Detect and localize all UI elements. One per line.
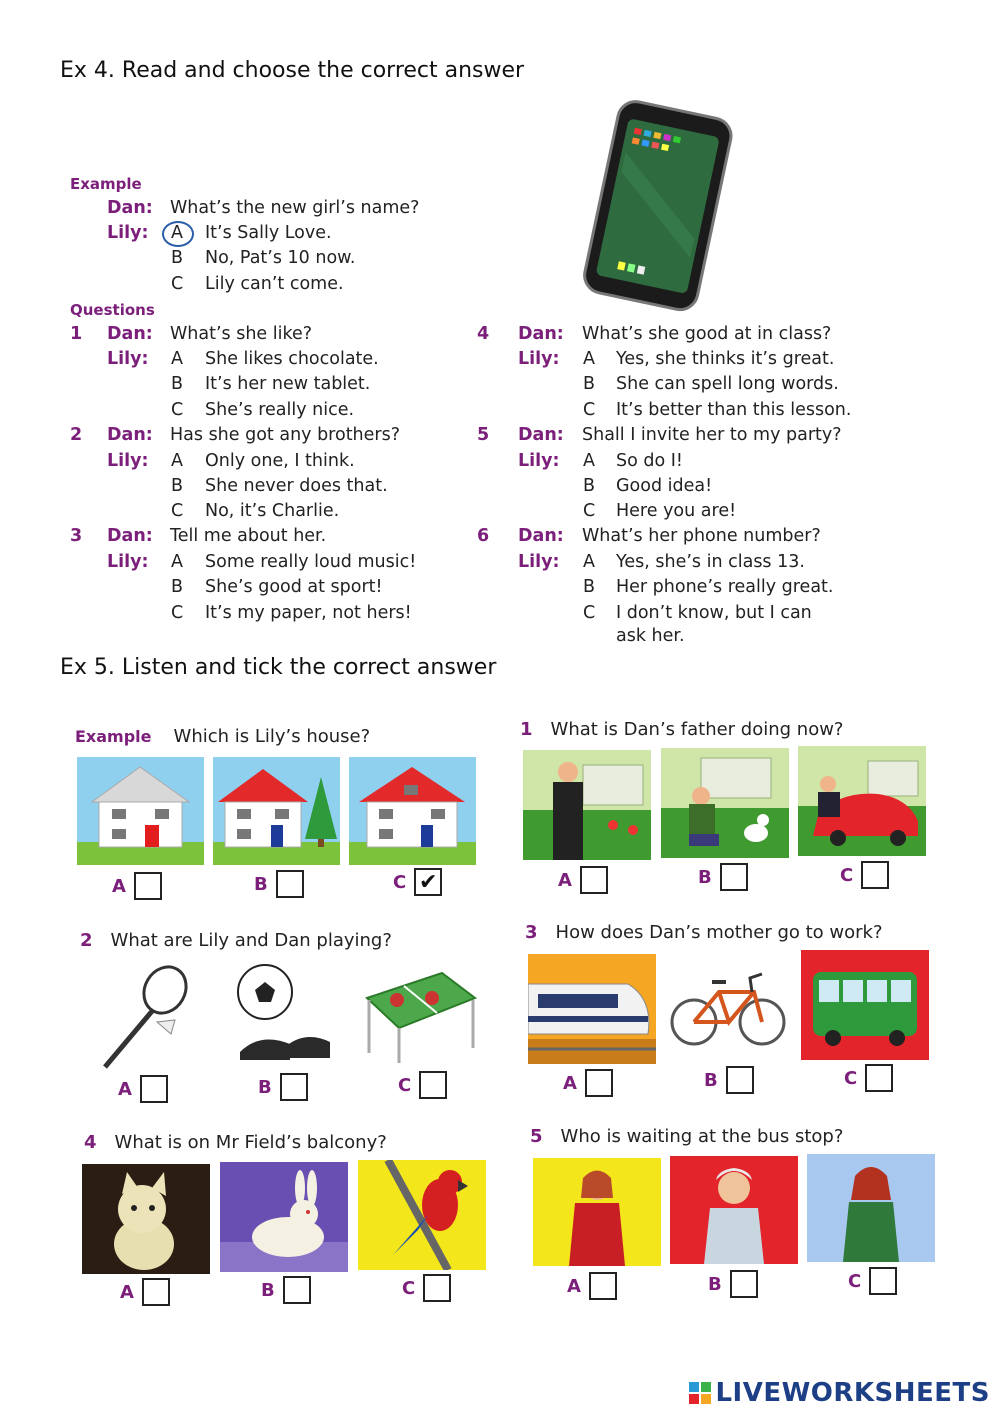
- example-lily-label: Lily:: [107, 223, 149, 243]
- option-letter[interactable]: C: [171, 501, 184, 521]
- tick-box[interactable]: [423, 1274, 451, 1302]
- lily-label: Lily:: [107, 552, 149, 572]
- option-letter[interactable]: A: [583, 349, 595, 369]
- ex5-question-1: [520, 719, 844, 740]
- ex5-q1-option-a[interactable]: [558, 866, 608, 894]
- father-dog-image[interactable]: [661, 748, 789, 858]
- ex5-question-5: [530, 1126, 843, 1147]
- question-text: What’s she like?: [170, 324, 313, 344]
- question-text: What’s she good at in class?: [582, 324, 832, 344]
- exercise-5-title: Ex 5. Listen and tick the correct answer: [60, 655, 497, 680]
- dan-label: Dan:: [107, 324, 153, 344]
- question-text: How does Dan’s mother go to work?: [555, 922, 883, 943]
- option-text[interactable]: She likes chocolate.: [205, 349, 379, 369]
- badminton-racket-image[interactable]: [95, 962, 195, 1074]
- option-text[interactable]: Yes, she’s in class 13.: [616, 552, 805, 572]
- house-a-image[interactable]: [77, 757, 204, 865]
- question-number: 3: [525, 922, 538, 943]
- option-text[interactable]: Yes, she thinks it’s great.: [616, 349, 835, 369]
- ex5-q2-option-c[interactable]: [398, 1071, 447, 1099]
- option-letter: C: [840, 864, 854, 886]
- option-text[interactable]: Good idea!: [616, 476, 713, 496]
- option-letter: B: [704, 1069, 718, 1091]
- dan-label: Dan:: [518, 425, 564, 445]
- option-letter: C: [393, 871, 407, 893]
- question-number: 4: [84, 1132, 97, 1153]
- example-option-text: No, Pat’s 10 now.: [205, 248, 356, 268]
- parrot-image[interactable]: [358, 1160, 486, 1270]
- option-text[interactable]: Her phone’s really great.: [616, 577, 834, 597]
- option-letter[interactable]: B: [583, 577, 596, 597]
- tick-box[interactable]: [419, 1071, 447, 1099]
- house-c-image[interactable]: [349, 757, 476, 865]
- ex5-question-2: [80, 930, 392, 951]
- question-number: 1: [520, 719, 533, 740]
- example-label: Example: [70, 175, 142, 193]
- question-number: 1: [70, 324, 83, 344]
- question-text: What is Dan’s father doing now?: [550, 719, 844, 740]
- option-letter: B: [254, 873, 268, 895]
- dan-label: Dan:: [107, 425, 153, 445]
- option-letter: B: [698, 866, 712, 888]
- tick-mark-icon: ✔: [419, 869, 438, 895]
- kitten-image[interactable]: [82, 1164, 210, 1274]
- question-number: 5: [530, 1126, 543, 1147]
- dan-label: Dan:: [518, 324, 564, 344]
- elderly-woman-image[interactable]: [670, 1156, 798, 1264]
- dan-label: Dan:: [107, 526, 153, 546]
- option-letter[interactable]: A: [583, 552, 595, 572]
- lily-label: Lily:: [518, 349, 560, 369]
- ex5-q4-option-c[interactable]: [402, 1274, 451, 1302]
- question-number: 2: [80, 930, 93, 951]
- ex5-q4-option-a[interactable]: [120, 1278, 170, 1306]
- dan-label: Dan:: [518, 526, 564, 546]
- question-text: What is on Mr Field’s balcony?: [114, 1132, 387, 1153]
- tick-box[interactable]: [280, 1073, 308, 1101]
- question-number: 4: [477, 324, 490, 344]
- option-letter: A: [563, 1072, 577, 1094]
- option-letter[interactable]: B: [171, 476, 184, 496]
- option-text-continuation[interactable]: ask her.: [616, 626, 685, 646]
- ex5-example-option-a[interactable]: [112, 872, 162, 900]
- tick-box[interactable]: [585, 1069, 613, 1097]
- option-letter[interactable]: B: [583, 374, 596, 394]
- ex5-example-label: Example: [75, 727, 152, 746]
- option-text[interactable]: She’s really nice.: [205, 400, 355, 420]
- bicycle-image[interactable]: [664, 952, 792, 1062]
- tick-box[interactable]: [580, 866, 608, 894]
- option-text[interactable]: She’s good at sport!: [205, 577, 383, 597]
- ex5-q5-option-b[interactable]: [708, 1270, 758, 1298]
- tick-box[interactable]: [134, 872, 162, 900]
- option-text[interactable]: Some really loud music!: [205, 552, 417, 572]
- option-letter[interactable]: C: [583, 400, 596, 420]
- ex5-q1-option-c[interactable]: [840, 861, 889, 889]
- option-letter[interactable]: C: [171, 400, 184, 420]
- question-number: 3: [70, 526, 83, 546]
- logo-text: LIVEWORKSHEETS: [715, 1378, 990, 1408]
- example-dan-label: Dan:: [107, 198, 153, 218]
- lily-label: Lily:: [518, 451, 560, 471]
- ex5-q4-option-b[interactable]: [261, 1276, 311, 1304]
- option-letter: A: [567, 1275, 581, 1297]
- option-letter[interactable]: A: [171, 552, 183, 572]
- ex5-q3-option-c[interactable]: [844, 1064, 893, 1092]
- phone-illustration: [575, 100, 740, 319]
- option-letter[interactable]: B: [171, 374, 184, 394]
- question-number: 5: [477, 425, 490, 445]
- ex5-q3-option-a[interactable]: [563, 1069, 613, 1097]
- exercise-4-title: Ex 4. Read and choose the correct answer: [60, 58, 525, 83]
- ex5-q3-option-b[interactable]: [704, 1066, 754, 1094]
- tick-box[interactable]: [726, 1066, 754, 1094]
- example-question: What’s the new girl’s name?: [170, 198, 420, 218]
- ex5-q5-option-c[interactable]: [848, 1267, 897, 1295]
- example-option-letter: B: [171, 248, 184, 268]
- football-boots-image[interactable]: [230, 962, 335, 1074]
- question-text: Has she got any brothers?: [170, 425, 401, 445]
- example-option-text: Lily can’t come.: [205, 274, 344, 294]
- ex5-question-3: [525, 922, 883, 943]
- ex5-q2-option-b[interactable]: [258, 1073, 308, 1101]
- option-letter[interactable]: C: [171, 603, 184, 623]
- option-letter: C: [848, 1270, 862, 1292]
- ex5-q2-option-a[interactable]: [118, 1075, 168, 1103]
- bus-image[interactable]: [801, 950, 929, 1060]
- option-letter: B: [258, 1076, 272, 1098]
- option-text[interactable]: She can spell long words.: [616, 374, 839, 394]
- example-option-letter: C: [171, 274, 184, 294]
- question-number: 6: [477, 526, 490, 546]
- ex5-q5-option-a[interactable]: [567, 1272, 617, 1300]
- option-letter[interactable]: C: [583, 501, 596, 521]
- option-letter[interactable]: A: [171, 349, 183, 369]
- ex5-q1-option-b[interactable]: [698, 863, 748, 891]
- ex5-example-option-b[interactable]: [254, 870, 304, 898]
- example-option-text: It’s Sally Love.: [205, 223, 332, 243]
- tick-box[interactable]: [720, 863, 748, 891]
- tick-box[interactable]: [589, 1272, 617, 1300]
- ex5-example-option-c[interactable]: [393, 868, 442, 896]
- option-letter: B: [261, 1279, 275, 1301]
- option-text[interactable]: It’s better than this lesson.: [616, 400, 852, 420]
- tick-box[interactable]: [276, 870, 304, 898]
- option-text[interactable]: So do I!: [616, 451, 683, 471]
- house-b-image[interactable]: [213, 757, 340, 865]
- woman-green-coat-image[interactable]: [807, 1154, 935, 1262]
- lily-label: Lily:: [107, 349, 149, 369]
- option-text[interactable]: Here you are!: [616, 501, 737, 521]
- option-letter: A: [118, 1078, 132, 1100]
- tick-box[interactable]: [730, 1270, 758, 1298]
- option-letter: A: [112, 875, 126, 897]
- option-letter[interactable]: A: [583, 451, 595, 471]
- option-letter[interactable]: B: [171, 577, 184, 597]
- father-standing-image[interactable]: [523, 750, 651, 860]
- option-letter: C: [398, 1074, 412, 1096]
- liveworksheets-logo: [689, 1378, 990, 1408]
- question-text: Which is Lily’s house?: [173, 726, 371, 747]
- option-letter: C: [402, 1277, 416, 1299]
- example-option-letter: A: [171, 223, 183, 243]
- option-letter[interactable]: B: [583, 476, 596, 496]
- lily-label: Lily:: [518, 552, 560, 572]
- lily-label: Lily:: [107, 451, 149, 471]
- option-text[interactable]: She never does that.: [205, 476, 388, 496]
- ex5-question-4: [84, 1132, 387, 1153]
- option-letter: A: [558, 869, 572, 891]
- question-text: Tell me about her.: [170, 526, 327, 546]
- ex5-example-question: [75, 726, 370, 747]
- option-text[interactable]: It’s her new tablet.: [205, 374, 371, 394]
- rabbit-image[interactable]: [220, 1162, 348, 1272]
- tick-box-checked[interactable]: [414, 868, 442, 896]
- option-text[interactable]: No, it’s Charlie.: [205, 501, 340, 521]
- option-text[interactable]: I don’t know, but I can: [616, 603, 812, 623]
- tick-box[interactable]: [869, 1267, 897, 1295]
- option-text[interactable]: Only one, I think.: [205, 451, 355, 471]
- option-letter: C: [844, 1067, 858, 1089]
- tick-box[interactable]: [142, 1278, 170, 1306]
- question-text: Who is waiting at the bus stop?: [560, 1126, 844, 1147]
- tick-box[interactable]: [283, 1276, 311, 1304]
- option-text[interactable]: It’s my paper, not hers!: [205, 603, 412, 623]
- tick-box[interactable]: [861, 861, 889, 889]
- train-image[interactable]: [528, 954, 656, 1064]
- woman-red-coat-image[interactable]: [533, 1158, 661, 1266]
- option-letter[interactable]: C: [583, 603, 596, 623]
- question-text: What’s her phone number?: [582, 526, 821, 546]
- tick-box[interactable]: [140, 1075, 168, 1103]
- table-tennis-table-image[interactable]: [357, 958, 479, 1066]
- question-text: Shall I invite her to my party?: [582, 425, 842, 445]
- father-washing-car-image[interactable]: [798, 746, 926, 856]
- question-text: What are Lily and Dan playing?: [110, 930, 392, 951]
- questions-label: Questions: [70, 301, 155, 319]
- option-letter: A: [120, 1281, 134, 1303]
- logo-grid-icon: [689, 1382, 711, 1404]
- option-letter[interactable]: A: [171, 451, 183, 471]
- question-number: 2: [70, 425, 83, 445]
- option-letter: B: [708, 1273, 722, 1295]
- tick-box[interactable]: [865, 1064, 893, 1092]
